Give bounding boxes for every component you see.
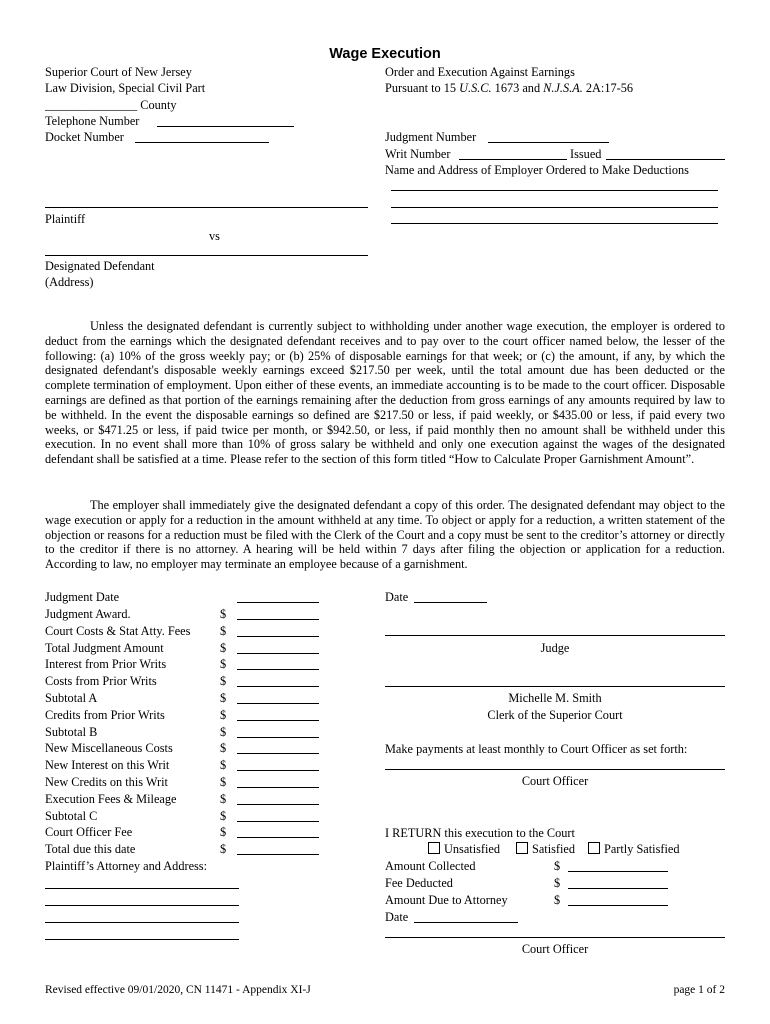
court-officer-line[interactable]	[385, 769, 725, 770]
docket-field[interactable]	[135, 142, 269, 143]
ledger-row-label: Total due this date	[45, 842, 136, 857]
judge-signature-line[interactable]	[385, 635, 725, 636]
unsatisfied-checkbox[interactable]	[428, 842, 440, 854]
telephone-label: Telephone Number	[45, 114, 140, 128]
attorney-label: Plaintiff’s Attorney and Address:	[45, 859, 208, 873]
date-label: Date	[385, 590, 409, 604]
dollar-sign: $	[220, 775, 227, 789]
clerk-signature-line	[385, 686, 725, 687]
order-paragraph: Unless the designated defendant is currently subject to withholding under another wage execution, the employer is ordered to deduct from the earnings which the designated defendant receives and to pay over to the court officer named below, the lesser of the following: (a) 10% of the gross weekly pay; or (b) 25% of disposable earnings for that week; or (c) the amount, if any, by which the designated defendant's disposable weekly earnings exceed $217.50 per week, until the total amount due has been deducted or the complete termination of employment. Upon either of these events, an immediate accounting is to be made to the court officer. Disposable earnings are defined as that portion of the earnings remaining after the deduction from gross earnings of any amounts required by law to be withheld. In the event the disposable earnings so defined are $217.50 or less, if paid weekly, or $435.00 or less, if paid every two weeks, or $471.25 or less, if paid twice per month, or $942.50, or less, if paid monthly then no amount shall be withheld under this execution. In no event shall more than 10% of gross salary be withheld and only one execution against the wages of the designated defendant shall be satisfied at a time. Please refer to the section of this form titled “How to Calculate Proper Garnishment Amount”.	[45, 319, 725, 467]
ledger-row-label: Subtotal C	[45, 808, 98, 823]
judgment-date-field[interactable]	[237, 602, 319, 603]
telephone-field[interactable]	[157, 126, 294, 127]
dollar-sign: $	[220, 707, 227, 722]
judgment-number-field[interactable]	[488, 142, 609, 143]
ledger-row-label: Court Officer Fee	[45, 825, 133, 840]
court-officer-label: Court Officer	[521, 774, 589, 788]
date2-field[interactable]	[414, 922, 518, 923]
employer-label: Name and Address of Employer Ordered to Make Deductions	[385, 163, 689, 177]
ledger-amount-field[interactable]	[237, 669, 319, 670]
plaintiff-label: Plaintiff	[45, 212, 86, 226]
unsatisfied-option[interactable]: Unsatisfied	[428, 841, 500, 857]
dollar-sign: $	[220, 607, 227, 621]
judge-label: Judge	[540, 641, 570, 655]
dollar-sign: $	[220, 640, 227, 655]
ledger-row-label: Costs from Prior Writs	[45, 674, 157, 689]
court-officer2-label: Court Officer	[521, 942, 589, 956]
issued-label: Issued	[570, 147, 602, 161]
ledger-amount-field[interactable]	[237, 703, 319, 704]
ledger-amount-field[interactable]	[237, 787, 319, 788]
amount-due-field[interactable]	[568, 905, 668, 906]
ledger-row-label: Execution Fees & Mileage	[45, 791, 177, 806]
fee-deducted-field[interactable]	[568, 888, 668, 889]
dollar-sign: $	[220, 842, 227, 857]
ledger-row-label: New Credits on this Writ	[45, 775, 168, 789]
pursuant-line: Pursuant to 15 U.S.C. 1673 and N.J.S.A. 2A:17-56	[385, 81, 634, 95]
ledger-row-label: Subtotal B	[45, 724, 98, 739]
payments-label: Make payments at least monthly to Court Officer as set forth:	[385, 742, 688, 756]
dollar-sign: $	[220, 674, 227, 689]
amount-due-label: Amount Due to Attorney	[385, 893, 508, 907]
ledger-amount-field[interactable]	[237, 737, 319, 738]
ledger-row-label: New Miscellaneous Costs	[45, 741, 173, 756]
writ-number-label: Writ Number	[385, 147, 451, 161]
writ-number-field[interactable]	[459, 159, 567, 160]
ledger-amount-field[interactable]	[237, 653, 319, 654]
page-title: Wage Execution	[329, 46, 441, 62]
dollar-sign: $	[220, 724, 227, 739]
satisfied-checkbox[interactable]	[516, 842, 528, 854]
ledger-row-label: Interest from Prior Writs	[45, 657, 167, 672]
ledger-amount-field[interactable]	[237, 804, 319, 805]
attorney-line-4[interactable]	[45, 939, 239, 940]
ledger-row-label: Credits from Prior Writs	[45, 707, 165, 722]
ledger-row-label: Subtotal A	[45, 691, 98, 705]
order-title: Order and Execution Against Earnings	[385, 65, 575, 79]
court-division: Law Division, Special Civil Part	[45, 81, 206, 95]
satisfied-option[interactable]: Satisfied	[516, 841, 575, 857]
attorney-line-2[interactable]	[45, 905, 239, 906]
objection-paragraph: The employer shall immediately give the designated defendant a copy of this order. The designated defendant may object to the wage execution or apply for a reduction in the amount withheld at any time. To object or apply for a reduction, a written statement of the objection or reasons for a reduction must be filed with the Clerk of the Court and a copy must be sent to the creditor’s attorney or directly to the creditor if there is no attorney. A hearing will be held within 7 days after filing the objection or application for a reduction. According to law, no employer may terminate an employee because of a garnishment.	[45, 498, 725, 572]
ledger-amount-field[interactable]	[237, 619, 319, 620]
amount-collected-dollar: $	[554, 859, 561, 873]
ledger-row-label: Court Costs & Stat Atty. Fees	[45, 623, 191, 638]
employer-line-2[interactable]	[391, 207, 718, 208]
judgment-number-label: Judgment Number	[385, 130, 477, 144]
dollar-sign: $	[220, 623, 227, 638]
ledger-amount-field[interactable]	[237, 720, 319, 721]
date-field[interactable]	[414, 602, 487, 603]
clerk-title: Clerk of the Superior Court	[487, 708, 623, 722]
ledger-amount-field[interactable]	[237, 686, 319, 687]
ledger-amount-field[interactable]	[237, 753, 319, 754]
ledger-row-label: New Interest on this Writ	[45, 758, 170, 773]
employer-line-1[interactable]	[391, 190, 718, 191]
dollar-sign: $	[220, 741, 227, 756]
dollar-sign: $	[220, 691, 227, 705]
county-field[interactable]: _______________ County	[45, 98, 177, 112]
partly-satisfied-option[interactable]: Partly Satisfied	[588, 841, 679, 857]
address-label: (Address)	[45, 275, 94, 289]
date2-label: Date	[385, 910, 409, 924]
attorney-line-3[interactable]	[45, 922, 239, 923]
employer-line-3[interactable]	[391, 223, 718, 224]
ledger-amount-field[interactable]	[237, 636, 319, 637]
revision-note: Revised effective 09/01/2020, CN 11471 - Appendix XI-J	[45, 984, 311, 996]
fee-deducted-dollar: $	[554, 876, 561, 890]
defendant-label: Designated Defendant	[45, 259, 155, 273]
plaintiff-field[interactable]	[45, 207, 368, 208]
ledger-amount-field[interactable]	[237, 770, 319, 771]
court-name: Superior Court of New Jersey	[45, 65, 192, 79]
ledger-amount-field[interactable]	[237, 837, 319, 838]
docket-label: Docket Number	[45, 130, 124, 144]
versus-label: vs	[209, 229, 220, 243]
ledger-row-label: Judgment Award.	[45, 607, 131, 621]
attorney-line-1[interactable]	[45, 888, 239, 889]
dollar-sign: $	[220, 808, 227, 823]
amount-due-dollar: $	[554, 893, 561, 907]
dollar-sign: $	[220, 758, 227, 773]
judgment-date-label: Judgment Date	[45, 590, 120, 604]
partly-satisfied-checkbox[interactable]	[588, 842, 600, 854]
ledger-amount-field[interactable]	[237, 821, 319, 822]
dollar-sign: $	[220, 791, 227, 806]
defendant-field[interactable]	[45, 255, 368, 256]
ledger-amount-field[interactable]	[237, 854, 319, 855]
court-officer2-line[interactable]	[385, 937, 725, 938]
amount-collected-label: Amount Collected	[385, 859, 476, 873]
ledger-row-label: Total Judgment Amount	[45, 640, 164, 655]
clerk-name: Michelle M. Smith	[508, 691, 602, 705]
dollar-sign: $	[220, 657, 227, 672]
fee-deducted-label: Fee Deducted	[385, 876, 453, 890]
page-number: page 1 of 2	[673, 984, 725, 996]
issued-field[interactable]	[606, 159, 725, 160]
return-label: I RETURN this execution to the Court	[385, 826, 575, 840]
amount-collected-field[interactable]	[568, 871, 668, 872]
dollar-sign: $	[220, 825, 227, 840]
